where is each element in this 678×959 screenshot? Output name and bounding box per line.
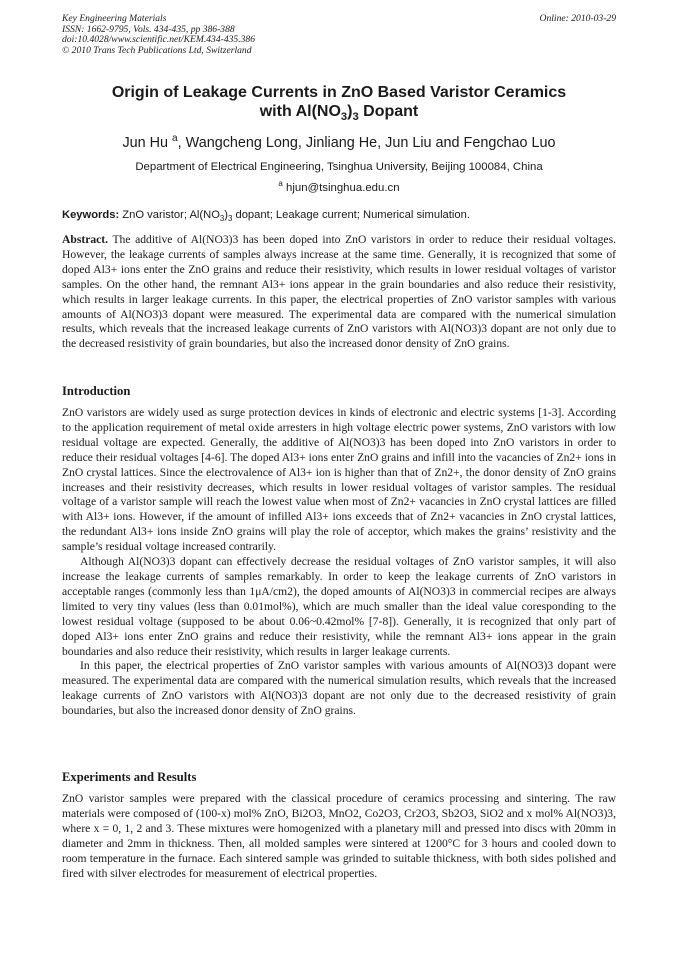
title-line-2: with $Al(NO_3)_3$ Dopant <box>259 103 419 124</box>
journal-doi: doi:10.4028/www.scientific.net/KEM.434-435.386 <box>62 34 256 46</box>
introduction-heading: Introduction <box>62 384 131 398</box>
introduction-body <box>62 406 616 719</box>
intro-paragraph-3: In this paper, the electrical properties of ZnO varistor samples with various amounts of Al(NO3)3 dopant were measured. The experimental data are compared with the numerical simulation results, which reveals that the increased leakage currents of ZnO varistors with Al(NO3)3 dopant are not only due to the decreased resistivity of grain boundaries, but also the increased donor density of ZnO grains. <box>62 659 616 718</box>
online-date: Online: 2010-03-29 <box>539 13 616 24</box>
abstract <box>62 233 616 352</box>
experiments-body <box>62 792 616 881</box>
journal-issn: ISSN: 1662-9795, Vols. 434-435, pp 386-388 <box>62 23 235 35</box>
experiments-paragraph-1: ZnO varistor samples were prepared with the classical procedure of ceramics processing and sintering. The raw materials were composed of (100-x) mol% ZnO, Bi2O3, MnO2, Co2O3, Cr2O3, Sb2O3, SiO2 and x mol% Al(NO3)3, where x = 0, 1, 2 and 3. These mixtures were homogenized with a planetary mill and pressed into discs with 20mm in diameter and 2mm in thickness. Then, all molded samples were sintered at 1200°C for 3 hours and cooled down to room temperature in the furnace. Each sintered sample was grinded to suitable thickness, with both sides polished and fired with silver electrodes for measurement of electrical properties. <box>62 792 616 880</box>
intro-paragraph-1: ZnO varistors are widely used as surge protection devices in kinds of electronic and electric systems [1-3]. According to the application requirement of metal oxide arresters in high voltage electric power systems, ZnO varistors with low residual voltage are expected. Generally, the additive of Al(NO3)3 has been doped into ZnO varistors in order to reduce their residual voltages [4-6]. The doped Al3+ ions enter ZnO grains and infill into the vacancies of Zn2+ ions in ZnO crystal lattices. Since the electrovalence of Al3+ ion is higher than that of Zn2+, the donor density of ZnO grains increases and their resistivity decreases, which results in lower residual voltages of varistor samples. The residual voltage of a varistor sample will reach the lowest value when most of Zn2+ vacancies in ZnO crystal lattices are filled with Al3+ ions. However, if the amount of infilled Al3+ ions exceeds that of Zn2+ vacancies in ZnO crystal lattices, the redundant Al3+ ions inside ZnO grains will play the role of acceptor, which makes the grains’ resistivity and the sample’s residual voltage increased contrarily. <box>62 406 616 554</box>
journal-copyright: © 2010 Trans Tech Publications Ltd, Switzerland <box>62 44 252 56</box>
journal-name: Key Engineering Materials <box>62 13 167 24</box>
journal-header <box>62 14 616 56</box>
intro-paragraph-2: Although Al(NO3)3 dopant can effectively decrease the residual voltages of ZnO varistor samples, it will also increase the leakage currents of samples remarkably. In order to keep the leakage currents of ZnO varistors in acceptable ranges (commonly less than 1μA/cm2), the doped amounts of Al(NO3)3 in commercial recipes are always limited to very tiny values (less than 0.01mol%), which are much smaller than the ideal value coresponding to the lowest residual voltage (supposed to be about 0.06~0.42mol% [7-8]). Generally, it is recognized that only part of doped Al3+ ions enter ZnO grains and reduce their resistivity, while the remnant Al3+ ions appear in the grain boundaries and also reduce their resistivity, which results in larger leakage currents. <box>62 555 616 658</box>
abstract-text: The additive of Al(NO3)3 has been doped into ZnO varistors in order to reduce their residual voltages. However, the leakage currents of samples always increase at the same time. Generally, it is recognized that some of doped Al3+ ions enter the ZnO grains and reduce their resistivity, which results in lower residual voltages of varistor samples. On the other hand, the remnant Al3+ ions appear in the grain boundaries and also reduce their resistivity, which results in larger leakage currents. In this paper, the electrical properties of ZnO varistor samples with various amounts of Al(NO3)3 dopant were measured. The experimental data are compared with the numerical simulation results, which reveals that the increased leakage currents of ZnO varistors with Al(NO3)3 dopant are not only due to the decreased resistivity of grain boundaries, but also the increased donor density of ZnO grains. <box>62 233 616 351</box>
keywords: Keywords: ZnO varistor; $Al(NO_3)_3$ dopant; Leakage current; Numerical simulation. <box>62 209 470 224</box>
paper-title <box>62 83 616 124</box>
title-line-1: Origin of Leakage Currents in ZnO Based Varistor Ceramics <box>111 84 567 101</box>
author-email: $^a$ hjun@tsinghua.edu.cn <box>278 179 400 194</box>
abstract-label: Abstract. <box>62 233 109 246</box>
experiments-heading: Experiments and Results <box>62 770 197 784</box>
author-list: Jun Hu $^a$, Wangcheng Long, Jinliang He, Jun Liu and Fengchao Luo <box>122 133 556 151</box>
affiliation: Department of Electrical Engineering, Tsinghua University, Beijing 100084, China <box>135 161 543 173</box>
keywords-label: Keywords: <box>62 209 120 221</box>
